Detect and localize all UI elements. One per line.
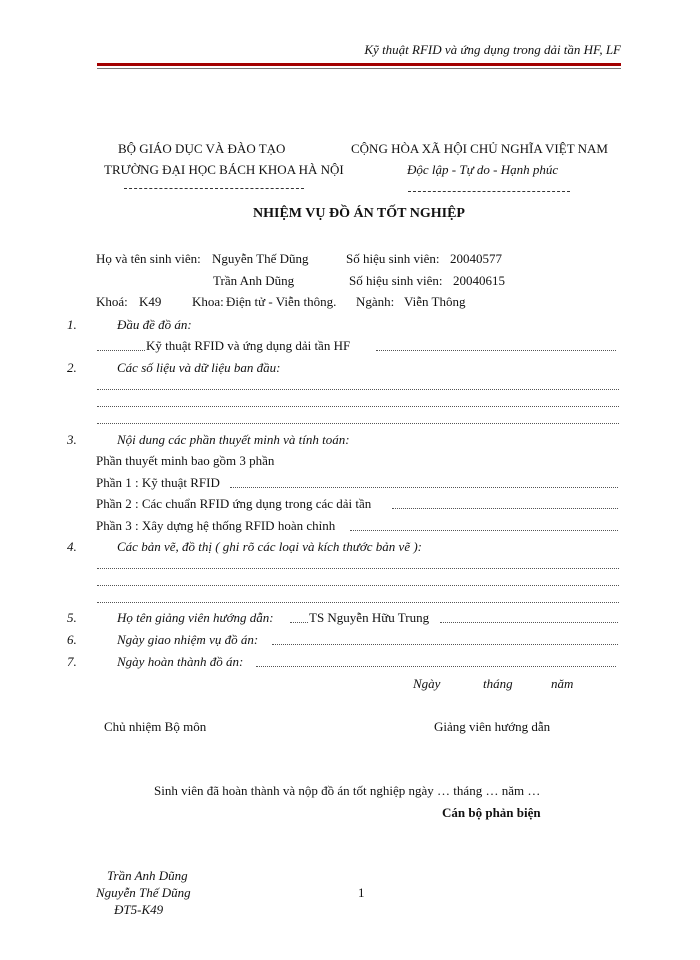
- thesis-topic: Kỹ thuật RFID và ứng dụng dải tần HF: [146, 338, 351, 353]
- section-5-title: Họ tên giảng viên hướng dẫn:: [117, 610, 274, 625]
- left-org-underline: [124, 188, 304, 189]
- major-value: Viễn Thông: [404, 294, 466, 309]
- section-4-title: Các bản vẽ, đồ thị ( ghi rõ các loại và kích thước bản vẽ ):: [117, 539, 422, 554]
- section-6-dots: [272, 644, 618, 645]
- section-7-dots: [256, 666, 616, 667]
- section-6-number: 6.: [67, 632, 77, 647]
- footer-author-2: Nguyễn Thế Dũng: [96, 885, 191, 900]
- document-title: NHIỆM VỤ ĐỒ ÁN TỐT NGHIỆP: [253, 206, 465, 221]
- head-of-department-label: Chủ nhiệm Bộ môn: [104, 719, 207, 734]
- right-org-underline: [408, 191, 570, 192]
- header-rule-gray: [97, 68, 621, 69]
- section-1-title: Đầu đề đồ án:: [117, 317, 192, 332]
- footer-class: ĐT5-K49: [114, 902, 164, 917]
- course-value: K49: [139, 294, 162, 309]
- faculty-value: Điện tử - Viễn thông.: [226, 294, 337, 309]
- student2-id: 20040615: [453, 273, 505, 288]
- student1-name: Nguyễn Thế Dũng: [212, 251, 309, 266]
- section-5-dots-right: [440, 622, 618, 623]
- date-month-label: tháng: [483, 676, 513, 691]
- section-2-number: 2.: [67, 360, 77, 375]
- university-name: TRƯỜNG ĐẠI HỌC BÁCH KHOA HÀ NỘI: [104, 162, 344, 177]
- section-4-line-1: [97, 568, 619, 569]
- section-3-part-3-dots: [350, 530, 618, 531]
- section-1-dots-left: [97, 350, 145, 351]
- section-2-line-3: [97, 423, 619, 424]
- running-header: Kỹ thuật RFID và ứng dụng trong dải tần HF, LF: [364, 42, 621, 57]
- section-3-title: Nội dung các phần thuyết minh và tính toán:: [117, 432, 350, 447]
- section-3-part-1-dots: [230, 487, 618, 488]
- date-year-label: năm: [551, 676, 574, 691]
- section-5-number: 5.: [67, 610, 77, 625]
- section-6-title: Ngày giao nhiệm vụ đồ án:: [117, 632, 259, 647]
- major-label: Ngành:: [356, 294, 395, 309]
- section-3-number: 3.: [67, 432, 77, 447]
- student-name-label: Họ và tên sinh viên:: [96, 251, 201, 266]
- section-1-number: 1.: [67, 317, 77, 332]
- header-rule-red: [97, 63, 621, 66]
- section-2-line-2: [97, 406, 619, 407]
- section-7-number: 7.: [67, 654, 77, 669]
- section-3-intro: Phần thuyết minh bao gồm 3 phần: [96, 453, 275, 468]
- section-7-title: Ngày hoàn thành đồ án:: [117, 654, 244, 669]
- section-4-line-2: [97, 585, 619, 586]
- section-4-line-3: [97, 602, 619, 603]
- student1-id: 20040577: [450, 251, 502, 266]
- section-2-line-1: [97, 389, 619, 390]
- date-day-label: Ngày: [413, 676, 441, 691]
- motto: Độc lập - Tự do - Hạnh phúc: [407, 162, 559, 177]
- supervisor-name: TS Nguyễn Hữu Trung: [309, 610, 430, 625]
- supervisor-label: Giảng viên hướng dẫn: [434, 719, 551, 734]
- country-name: CỘNG HÒA XÃ HỘI CHỦ NGHĨA VIỆT NAM: [351, 141, 608, 156]
- section-4-number: 4.: [67, 539, 77, 554]
- submission-statement: Sinh viên đã hoàn thành và nộp đồ án tốt nghiệp ngày … tháng … năm …: [154, 783, 541, 798]
- ministry-name: BỘ GIÁO DỤC VÀ ĐÀO TẠO: [118, 141, 286, 156]
- section-3-part-2: Phần 2 : Các chuẩn RFID ứng dụng trong các dải tần: [96, 496, 372, 511]
- page-number: 1: [358, 885, 365, 900]
- section-3-part-1: Phần 1 : Kỹ thuật RFID: [96, 475, 220, 490]
- student2-name: Trần Anh Dũng: [213, 273, 295, 288]
- course-label: Khoá:: [96, 294, 128, 309]
- section-5-dots-left: [290, 622, 308, 623]
- student2-id-label: Số hiệu sinh viên:: [349, 273, 443, 288]
- section-3-part-2-dots: [392, 508, 618, 509]
- student1-id-label: Số hiệu sinh viên:: [346, 251, 440, 266]
- section-1-dots-right: [376, 350, 616, 351]
- section-3-part-3: Phần 3 : Xây dựng hệ thống RFID hoàn chỉnh: [96, 518, 336, 533]
- section-2-title: Các số liệu và dữ liệu ban đầu:: [117, 360, 281, 375]
- reviewer-label: Cán bộ phản biện: [442, 805, 541, 820]
- faculty-label: Khoa:: [192, 294, 224, 309]
- footer-author-1: Trần Anh Dũng: [107, 868, 188, 883]
